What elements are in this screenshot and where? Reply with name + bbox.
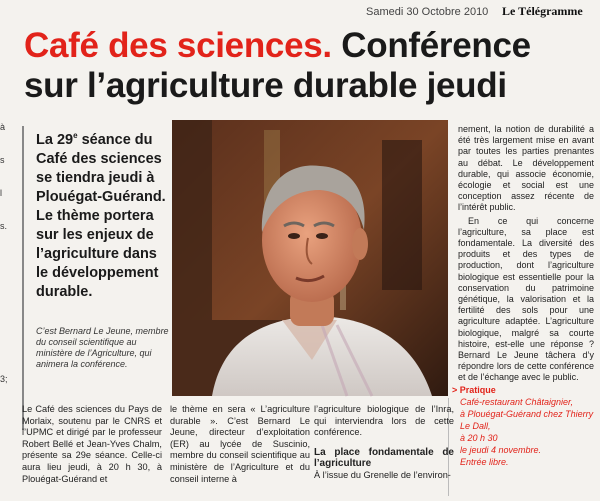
body-paragraph: En ce qui concerne l’agriculture, sa place est fondamentale. La diversité des produits et des types de production, dont l’agriculture biologique est essentielle pour la conservation du patrimoine génétique, la valorisation et la fertilité des sols pour une agriculture adaptée. L’agriculture biologique, malgré sa courte histoire, est-elle une réponse ? Bernard Le Jeune tâchera d’y répondre lors de cette conférence et de l’échange avec le public.	[458, 215, 594, 383]
practical-line: Café-restaurant Châtaignier,	[460, 397, 574, 407]
fragment-line: s	[0, 155, 5, 165]
fragment-line: à	[0, 122, 6, 132]
practical-info-box	[452, 384, 598, 468]
practical-line: à 20 h 30	[460, 433, 498, 443]
newspaper-name: Le Télégramme	[502, 4, 583, 18]
section-subheading: La place fondamentale de l’agriculture	[314, 446, 454, 470]
portrait-photo	[172, 120, 448, 396]
col3-text: l’agriculture biologique de l’Inra, qui interviendra lors de cette conférence.	[314, 404, 454, 438]
lead-superscript: e	[73, 131, 78, 140]
article-headline	[24, 26, 594, 106]
practical-line: Entrée libre.	[460, 457, 509, 467]
fragment-line: l	[0, 188, 2, 198]
article-body-right	[458, 124, 594, 386]
previous-article-fragment	[0, 118, 10, 384]
headline-red-part: Café des sciences.	[24, 26, 332, 65]
lead-part-1: La 29	[36, 131, 74, 148]
photo-caption: C’est Bernard Le Jeune, membre du conseil scientifique au ministère de l’Agriculture, qui animera la conférence.	[36, 325, 169, 369]
lead-paragraph	[36, 126, 172, 302]
col3-tail: À l’issue du Grenelle de l’environ-	[314, 469, 451, 480]
body-paragraph: nement, la notion de durabilité a été très largement mise en avant par toutes les parties prenantes au débat. Le développement durable, qui associe économie, écologie et social est une conception assez récente de l’intérêt public.	[458, 124, 594, 213]
practical-heading: > Pratique	[452, 385, 496, 395]
practical-line: le jeudi 4 novembre.	[460, 445, 542, 455]
portrait-illustration	[172, 120, 448, 396]
fragment-line: 3;	[0, 374, 8, 384]
headline-black-part-1: Conférence	[331, 26, 531, 65]
article-body-col-1: Le Café des sciences du Pays de Morlaix, soutenu par le CNRS et l’UPMC et dirigé par le professeur Robert Bellé et Jean-Yves Chalm, présente sa 29e séance. Celle-ci aura lieu jeudi, à 20 h 30, à Plouégat-Guérand et	[22, 404, 162, 484]
headline-black-part-2: sur l’agriculture durable jeudi	[24, 66, 507, 105]
edition-date: Samedi 30 Octobre 2010	[366, 6, 489, 18]
lead-box	[22, 126, 172, 430]
article-body-col-2: le thème en sera « L’agriculture durable ». C’est Bernard Le Jeune, directeur d’exploitation (ER) au lycée de Suscinio, membre du conseil scientifique au ministère de l’Agriculture et du conseil interne à	[170, 404, 310, 484]
practical-line: à Plouégat-Guérand chez Thierry Le Dall,	[460, 409, 594, 431]
lead-part-2: séance du Café des sciences se tiendra jeudi à Plouégat-Guérand. Le thème portera sur les enjeux de l’agriculture dans le développement durable.	[36, 131, 166, 300]
article-body-col-3	[314, 404, 454, 481]
fragment-line: s.	[0, 221, 8, 231]
